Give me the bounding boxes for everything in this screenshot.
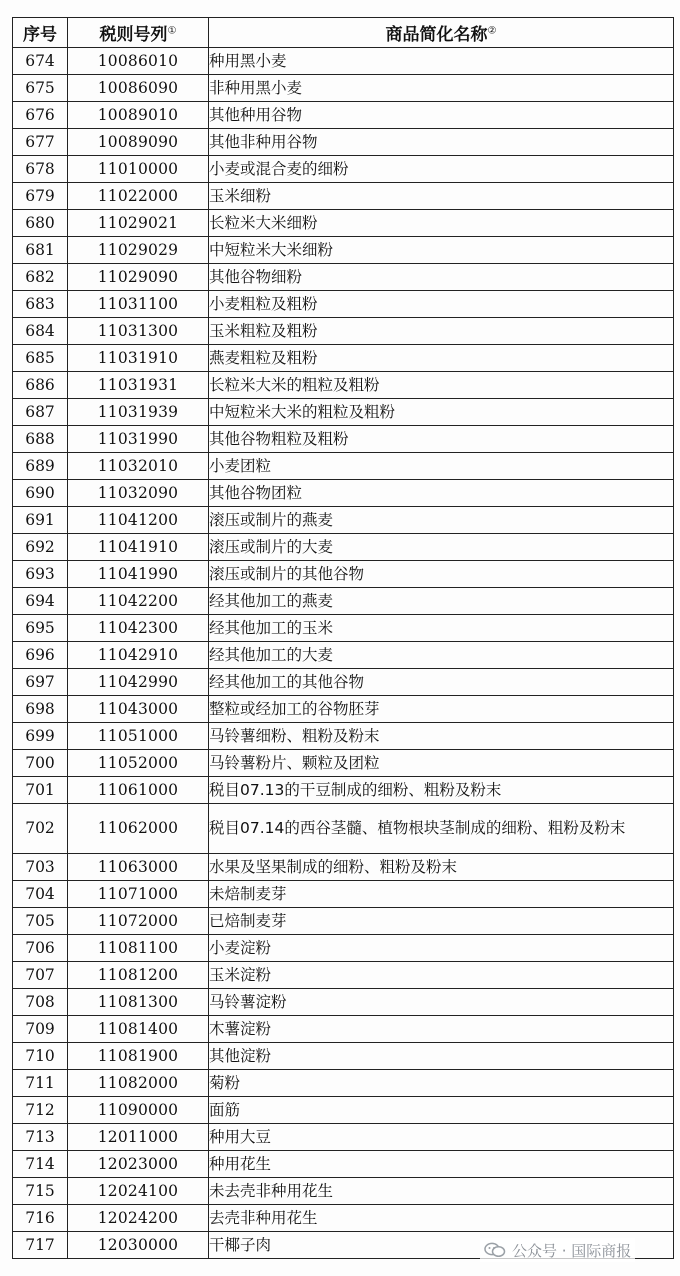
cell-code: 11029029 [68,237,209,264]
cell-name: 整粒或经加工的谷物胚芽 [209,696,674,723]
cell-seq: 711 [13,1070,68,1097]
cell-name: 其他谷物细粉 [209,264,674,291]
cell-name: 种用花生 [209,1151,674,1178]
cell-code: 11031939 [68,399,209,426]
cell-name: 长粒米大米的粗粒及粗粉 [209,372,674,399]
cell-seq: 683 [13,291,68,318]
cell-code: 11031990 [68,426,209,453]
cell-seq: 682 [13,264,68,291]
table-row [13,399,674,426]
table-row [13,1016,674,1043]
cell-seq: 684 [13,318,68,345]
cell-seq: 708 [13,989,68,1016]
table-header-row [13,18,674,48]
cell-name: 未焙制麦芽 [209,881,674,908]
cell-name: 其他淀粉 [209,1043,674,1070]
cell-code: 10089010 [68,102,209,129]
cell-code: 11042910 [68,642,209,669]
table-row [13,723,674,750]
cell-code: 11062000 [68,804,209,854]
footnote-marker-1: ① [167,25,177,37]
cell-code: 10086010 [68,48,209,75]
table-row [13,480,674,507]
cell-seq: 700 [13,750,68,777]
header-code: 税则号列① [68,18,209,48]
table-row [13,210,674,237]
cell-seq: 685 [13,345,68,372]
cell-seq: 714 [13,1151,68,1178]
table-row [13,507,674,534]
cell-code: 12024200 [68,1205,209,1232]
cell-name: 税目07.13的干豆制成的细粉、粗粉及粉末 [209,777,674,804]
cell-code: 12030000 [68,1232,209,1259]
cell-seq: 716 [13,1205,68,1232]
cell-seq: 717 [13,1232,68,1259]
cell-code: 11061000 [68,777,209,804]
table-row [13,881,674,908]
cell-seq: 674 [13,48,68,75]
table-row [13,1178,674,1205]
cell-seq: 712 [13,1097,68,1124]
table-row [13,1124,674,1151]
header-seq: 序号 [13,18,68,48]
cell-name: 去壳非种用花生 [209,1205,674,1232]
table-row [13,854,674,881]
cell-name: 已焙制麦芽 [209,908,674,935]
cell-name: 燕麦粗粒及粗粉 [209,345,674,372]
cell-seq: 705 [13,908,68,935]
cell-code: 11052000 [68,750,209,777]
cell-code: 11031100 [68,291,209,318]
cell-name: 其他谷物团粒 [209,480,674,507]
cell-code: 11081300 [68,989,209,1016]
cell-name: 经其他加工的其他谷物 [209,669,674,696]
table-row [13,75,674,102]
cell-seq: 675 [13,75,68,102]
cell-code: 12023000 [68,1151,209,1178]
cell-seq: 691 [13,507,68,534]
cell-seq: 694 [13,588,68,615]
cell-seq: 713 [13,1124,68,1151]
cell-name: 木薯淀粉 [209,1016,674,1043]
cell-name: 菊粉 [209,1070,674,1097]
cell-code: 11029090 [68,264,209,291]
cell-seq: 680 [13,210,68,237]
cell-code: 11031931 [68,372,209,399]
table-row [13,426,674,453]
table-row [13,588,674,615]
cell-name: 玉米粗粒及粗粉 [209,318,674,345]
cell-code: 11090000 [68,1097,209,1124]
table-row [13,237,674,264]
table-row [13,102,674,129]
table-row [13,453,674,480]
cell-seq: 687 [13,399,68,426]
cell-name: 水果及坚果制成的细粉、粗粉及粉末 [209,854,674,881]
cell-seq: 707 [13,962,68,989]
table-row [13,156,674,183]
cell-name: 小麦淀粉 [209,935,674,962]
cell-code: 11071000 [68,881,209,908]
table-row [13,908,674,935]
table-row [13,750,674,777]
table-row [13,777,674,804]
table-row [13,48,674,75]
cell-code: 10089090 [68,129,209,156]
cell-seq: 690 [13,480,68,507]
cell-code: 11031300 [68,318,209,345]
cell-code: 10086090 [68,75,209,102]
cell-seq: 698 [13,696,68,723]
cell-name: 税目07.14的西谷茎髓、植物根块茎制成的细粉、粗粉及粉末 [209,804,674,854]
cell-seq: 689 [13,453,68,480]
cell-seq: 678 [13,156,68,183]
table-row [13,291,674,318]
table-row [13,1205,674,1232]
cell-seq: 688 [13,426,68,453]
cell-seq: 695 [13,615,68,642]
table-row [13,962,674,989]
cell-code: 11081900 [68,1043,209,1070]
cell-seq: 706 [13,935,68,962]
cell-name: 非种用黑小麦 [209,75,674,102]
cell-name: 其他谷物粗粒及粗粉 [209,426,674,453]
cell-name: 滚压或制片的大麦 [209,534,674,561]
cell-name: 面筋 [209,1097,674,1124]
cell-code: 11063000 [68,854,209,881]
table-row [13,1151,674,1178]
table-row [13,345,674,372]
cell-name: 干椰子肉 [209,1232,674,1259]
cell-name: 经其他加工的燕麦 [209,588,674,615]
cell-seq: 703 [13,854,68,881]
cell-seq: 704 [13,881,68,908]
cell-name: 长粒米大米细粉 [209,210,674,237]
cell-code: 11082000 [68,1070,209,1097]
cell-name: 玉米细粉 [209,183,674,210]
cell-seq: 699 [13,723,68,750]
cell-seq: 697 [13,669,68,696]
cell-name: 种用黑小麦 [209,48,674,75]
cell-code: 11051000 [68,723,209,750]
cell-seq: 710 [13,1043,68,1070]
cell-name: 其他种用谷物 [209,102,674,129]
cell-seq: 681 [13,237,68,264]
table-row [13,669,674,696]
table-row [13,696,674,723]
table-row [13,1097,674,1124]
cell-seq: 677 [13,129,68,156]
cell-seq: 676 [13,102,68,129]
table-row [13,534,674,561]
table-row [13,804,674,854]
cell-code: 11041990 [68,561,209,588]
table-row [13,615,674,642]
cell-name: 种用大豆 [209,1124,674,1151]
cell-code: 11081400 [68,1016,209,1043]
cell-code: 11029021 [68,210,209,237]
cell-name: 马铃薯粉片、颗粒及团粒 [209,750,674,777]
table-row [13,561,674,588]
table-row [13,129,674,156]
cell-code: 11042990 [68,669,209,696]
cell-seq: 702 [13,804,68,854]
tariff-table [12,17,674,1259]
table-row [13,1070,674,1097]
cell-name: 其他非种用谷物 [209,129,674,156]
cell-code: 11032010 [68,453,209,480]
cell-seq: 679 [13,183,68,210]
table-row [13,935,674,962]
cell-name: 马铃薯淀粉 [209,989,674,1016]
cell-seq: 715 [13,1178,68,1205]
cell-code: 11081200 [68,962,209,989]
cell-name: 中短粒米大米的粗粒及粗粉 [209,399,674,426]
table-row [13,183,674,210]
cell-code: 11010000 [68,156,209,183]
cell-seq: 696 [13,642,68,669]
cell-name: 小麦团粒 [209,453,674,480]
cell-name: 小麦或混合麦的细粉 [209,156,674,183]
cell-code: 11041910 [68,534,209,561]
cell-seq: 692 [13,534,68,561]
cell-seq: 693 [13,561,68,588]
table-body [13,48,674,1259]
wechat-official-account-icon [484,1242,506,1258]
table-row [13,372,674,399]
cell-name: 中短粒米大米细粉 [209,237,674,264]
cell-code: 11042200 [68,588,209,615]
cell-name: 玉米淀粉 [209,962,674,989]
cell-name: 小麦粗粒及粗粉 [209,291,674,318]
cell-name: 滚压或制片的燕麦 [209,507,674,534]
cell-seq: 701 [13,777,68,804]
cell-code: 12024100 [68,1178,209,1205]
watermark [480,1238,635,1262]
table-row [13,1043,674,1070]
cell-name: 经其他加工的玉米 [209,615,674,642]
table-row [13,264,674,291]
cell-code: 11042300 [68,615,209,642]
cell-code: 11081100 [68,935,209,962]
cell-code: 11072000 [68,908,209,935]
footnote-marker-2: ② [487,25,497,37]
cell-code: 11032090 [68,480,209,507]
table-row [13,989,674,1016]
cell-code: 11043000 [68,696,209,723]
cell-code: 11041200 [68,507,209,534]
cell-seq: 686 [13,372,68,399]
cell-code: 11022000 [68,183,209,210]
table-row [13,642,674,669]
cell-name: 滚压或制片的其他谷物 [209,561,674,588]
header-name: 商品简化名称② [209,18,674,48]
cell-code: 11031910 [68,345,209,372]
cell-name: 马铃薯细粉、粗粉及粉末 [209,723,674,750]
watermark-text: 公众号 · 国际商报 [512,1241,632,1260]
cell-name: 经其他加工的大麦 [209,642,674,669]
table-row [13,318,674,345]
cell-code: 12011000 [68,1124,209,1151]
cell-seq: 709 [13,1016,68,1043]
cell-name: 未去壳非种用花生 [209,1178,674,1205]
